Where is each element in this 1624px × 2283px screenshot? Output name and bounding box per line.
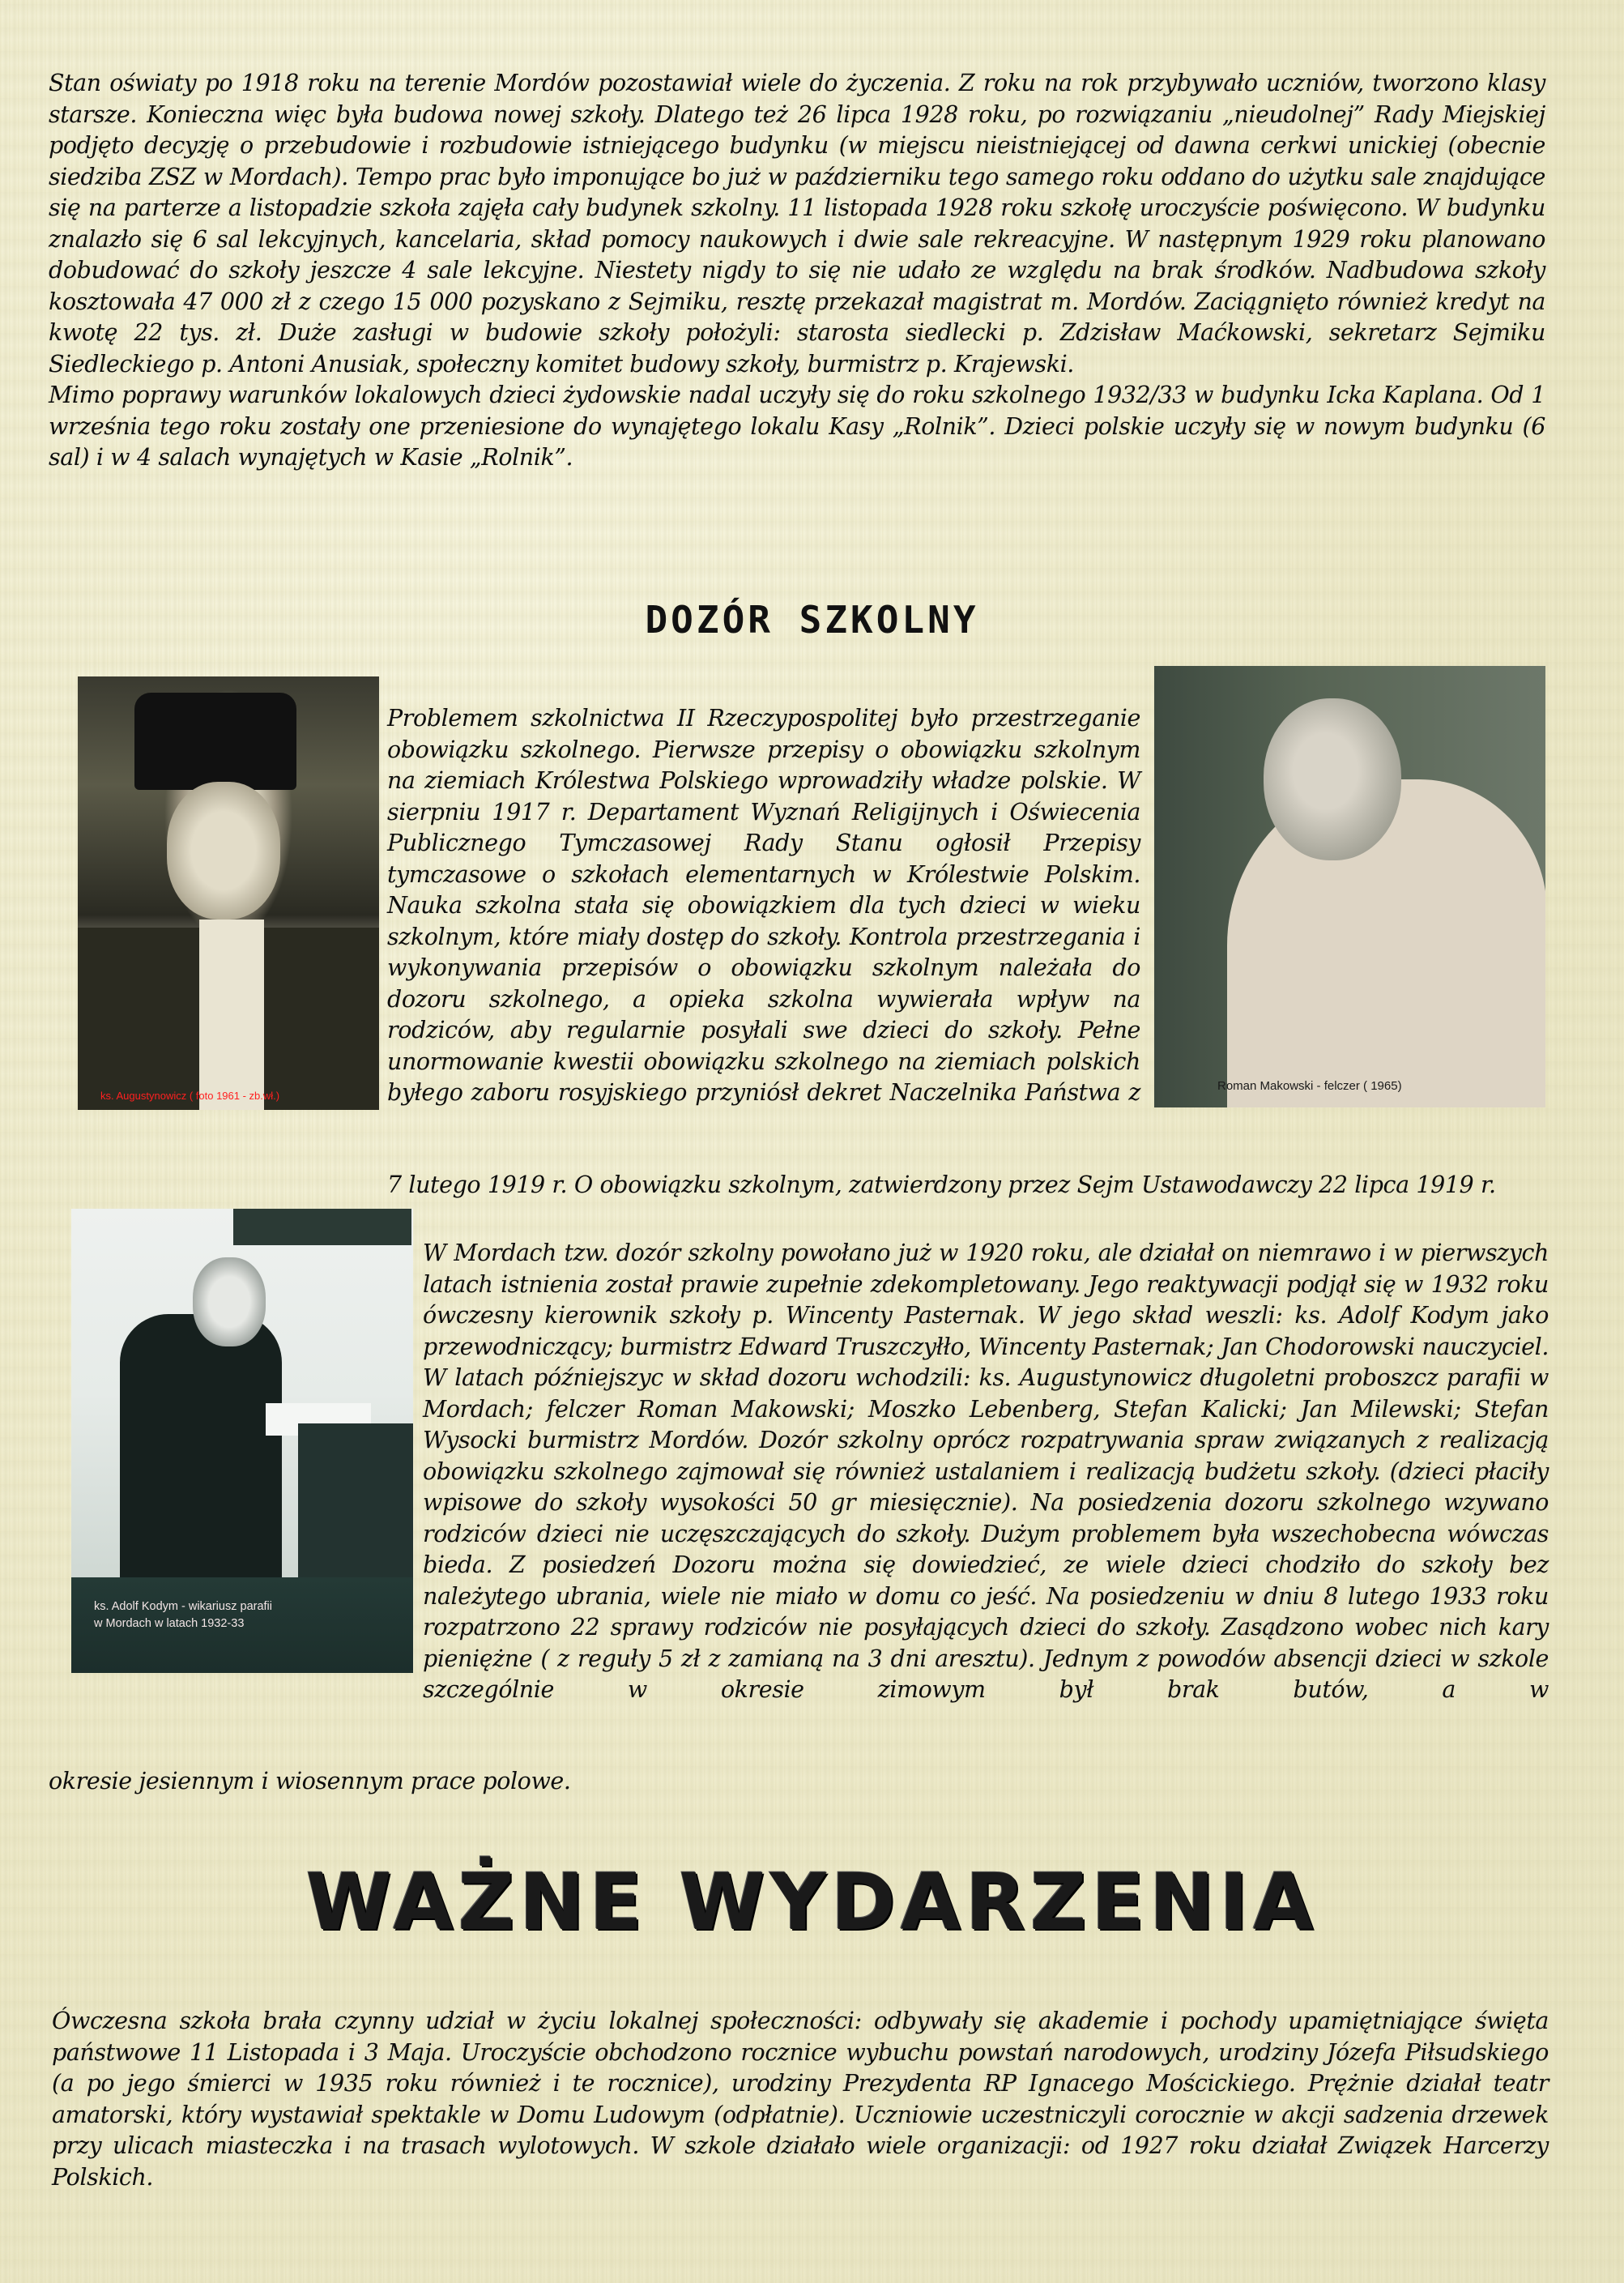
section-heading-dozor: DOZÓR SZKOLNY (645, 598, 979, 642)
photo-wall-picture-shape (233, 1209, 411, 1245)
photo-face-shape (167, 782, 280, 920)
photo-coat-shape (258, 928, 379, 1110)
photo-coat-shape (78, 928, 199, 1110)
photo-kodym (71, 1209, 413, 1577)
dozor-paragraph-2-tail-text: okresie jesiennym i wiosennym prace polowe. (49, 1768, 571, 1794)
photo-caption: Roman Makowski - felczer ( 1965) (1217, 1079, 1402, 1093)
wazne-paragraph-body: Ówczesna szkoła brała czynny udział w życiu lokalnej społeczności: odbywały się akademie i pochody upamiętniające święta państwowe 11 Listopada i 3 Maja. Uroczyście obchodzono rocznice wybuchu powstań narodowych, urodziny Józefa Piłsudskiego (a po jego śmierci w 1935 roku również i te rocznice), urodziny Prezydenta RP Ignacego Mościckiego. Prężnie działał teatr amatorski, który wystawiał spektakle w Domu Ludowym (odpłatnie). Uczniowie uczestniczyli corocznie w akcji sadzenia drzewek przy ulicach miasteczka i na trasach wylotowych. W szkole działało wiele organizacji: od 1927 roku działał Związek Harcerzy Polskich. (52, 2008, 1549, 2191)
intro-paragraph-2: Mimo poprawy warunków lokalowych dzieci żydowskie nadal uczyły się do roku szkolnego 1932/33 w budynku Icka Kaplana. Od 1 września tego roku zostały one przeniesione do wynajętego lokalu Kasy „Rolnik”. Dzieci polskie uczyły się w nowym budynku (6 sal) i w 4 salach wynajętych w Kasie „Rolnik”. (49, 382, 1545, 471)
photo-caption-line-2: w Mordach w latach 1932-33 (94, 1617, 245, 1630)
intro-text (49, 68, 1545, 474)
wazne-paragraph (52, 2006, 1549, 2193)
photo-head-shape (193, 1257, 266, 1346)
section-heading-wazne-wydarzenia: WAŻNE WYDARZENIA (305, 1857, 1319, 1948)
dozor-paragraph-1-tail-text: 7 lutego 1919 r. O obowiązku szkolnym, zatwierdzony przez Sejm Ustawodawczy 22 lipca 1919 r. (387, 1171, 1496, 1198)
photo-makowski (1154, 666, 1545, 1107)
photo-desk-shape (298, 1423, 413, 1577)
dozor-paragraph-2-tail (49, 1766, 1021, 1798)
photo-priest-shape (120, 1314, 282, 1577)
photo-caption-line-1: ks. Adolf Kodym - wikariusz parafii (94, 1600, 272, 1613)
dozor-paragraph-2-body: W Mordach tzw. dozór szkolny powołano już w 1920 roku, ale działał on niemrawo i w pierwszych latach istnienia został prawie zupełnie zdekompletowany. Jego reaktywacji podjął się w 1932 roku ówczesny kierownik szkoły p. Wincenty Pasternak. W jego skład weszli: ks. Adolf Kodym jako przewodniczący; burmistrz Edward Truszczyłło, Wincenty Pasternak; Jan Chodorowski nauczyciel. W latach późniejszyc w skład dozoru wchodzili: ks. Augustynowicz długoletni proboszcz parafii w Mordach; felczer Roman Makowski; Moszko Lebenberg, Stefan Kalicki; Jan Milewski; Stefan Wysocki burmistrz Mordów. Dozór szkolny oprócz rozpatrywania spraw związanych z realizacją obowiązku szkolnego zajmował się również ustalaniem i realizacją budżetu szkoły. (dzieci płaciły wpisowe do szkoły wysokości 50 gr miesięcznie). Na posiedzenia dozoru szkolnego wzywano rodziców dzieci nie uczęszczających do szkoły. Dużym problemem była wszechobecna wówczas bieda. Z posiedzeń Dozoru można się dowiedzieć, ze wiele dzieci chodziło do szkoły bez należytego ubrania, wiele nie miało w domu co jeść. Na posiedzeniu w dniu 8 lutego 1933 roku rozpatrzono 22 sprawy rodziców nie posyłających dzieci do szkoły. Zasądzono wobec nich kary pieniężne ( z reguły 5 zł z zamianą na 3 dni aresztu). Jednym z powodów absencji dzieci w szkole szczególnie w okresie zimowym był brak butów, a w (423, 1240, 1549, 1703)
photo-hat-shape (134, 693, 296, 790)
photo-shirt-shape (199, 920, 264, 1110)
photo-caption (94, 1598, 272, 1632)
intro-paragraph-1: Stan oświaty po 1918 roku na terenie Mordów pozostawiał wiele do życzenia. Z roku na rok przybywało uczniów, tworzono klasy starsze. Konieczna więc była budowa nowej szkoły. Dlatego też 26 lipca 1928 roku, po rozwiązaniu „nieudolnej” Rady Miejskiej podjęto decyzję o przebudowie i rozbudowie istniejącego budynku (w miejscu nieistniejącej od dawna cerkwi unickiej (obecnie siedziba ZSZ w Mordach). Tempo prac było imponujące bo już w październiku tego samego roku oddano do użytku sale znajdujące się na parterze a listopadzie szkoła zajęła cały budynek szkolny. 11 listopada 1928 roku szkołę uroczyście poświęcono. W budynku znalazło się 6 sal lekcyjnych, kancelaria, skład pomocy naukowych i dwie sale rekreacyjne. W następnym 1929 roku planowano dobudować do szkoły jeszcze 4 sale lekcyjne. Niestety nigdy to się nie udało ze względu na brak środków. Nadbudowa szkoły kosztowała 47 000 zł z czego 15 000 pozyskano z Sejmiku, resztę przekazał magistrat m. Mordów. Zaciągnięto również kredyt na kwotę 22 tys. zł. Duże zasługi w budowie szkoły położyli: starosta siedlecki p. Zdzisław Maćkowski, sekretarz Sejmiku Siedleckiego p. Antoni Anusiak, społeczny komitet budowy szkoły, burmistrz p. Krajewski. (49, 70, 1545, 378)
dozor-paragraph-1 (387, 703, 1140, 1109)
photo-augustynowicz (78, 676, 379, 1110)
dozor-paragraph-2 (423, 1238, 1549, 1706)
photo-kodym-caption-area (71, 1577, 413, 1673)
dozor-paragraph-1-tail (387, 1170, 1562, 1201)
dozor-paragraph-1-body: Problemem szkolnictwa II Rzeczypospolitej było przestrzeganie obowiązku szkolnego. Pierwsze przepisy o obowiązku szkolnym na ziemiach Królestwa Polskiego wprowadziły władze polskie. W sierpniu 1917 r. Departament Wyznań Religijnych i Oświecenia Publicznego Tymczasowej Rady Stanu ogłosił Przepisy tymczasowe o szkołach elementarnych w Królestwie Polskim. Nauka szkolna stała się obowiązkiem dla tych dzieci w wieku szkolnym, które miały dostęp do szkoły. Kontrola przestrzegania i wykonywania przepisów o obowiązku szkolnym należała do dozoru szkolnego, a opieka szkolna wywierała wpływ na rodziców, aby regularnie posyłali swe dzieci do szkoły. Pełne unormowanie kwestii obowiązku szkolnego na ziemiach polskich byłego zaboru rosyjskiego przyniósł dekret Naczelnika Państwa z (387, 705, 1140, 1106)
photo-caption: ks. Augustynowicz ( foto 1961 - zb.wł.) (100, 1090, 280, 1102)
photo-head-shape (1264, 698, 1401, 860)
